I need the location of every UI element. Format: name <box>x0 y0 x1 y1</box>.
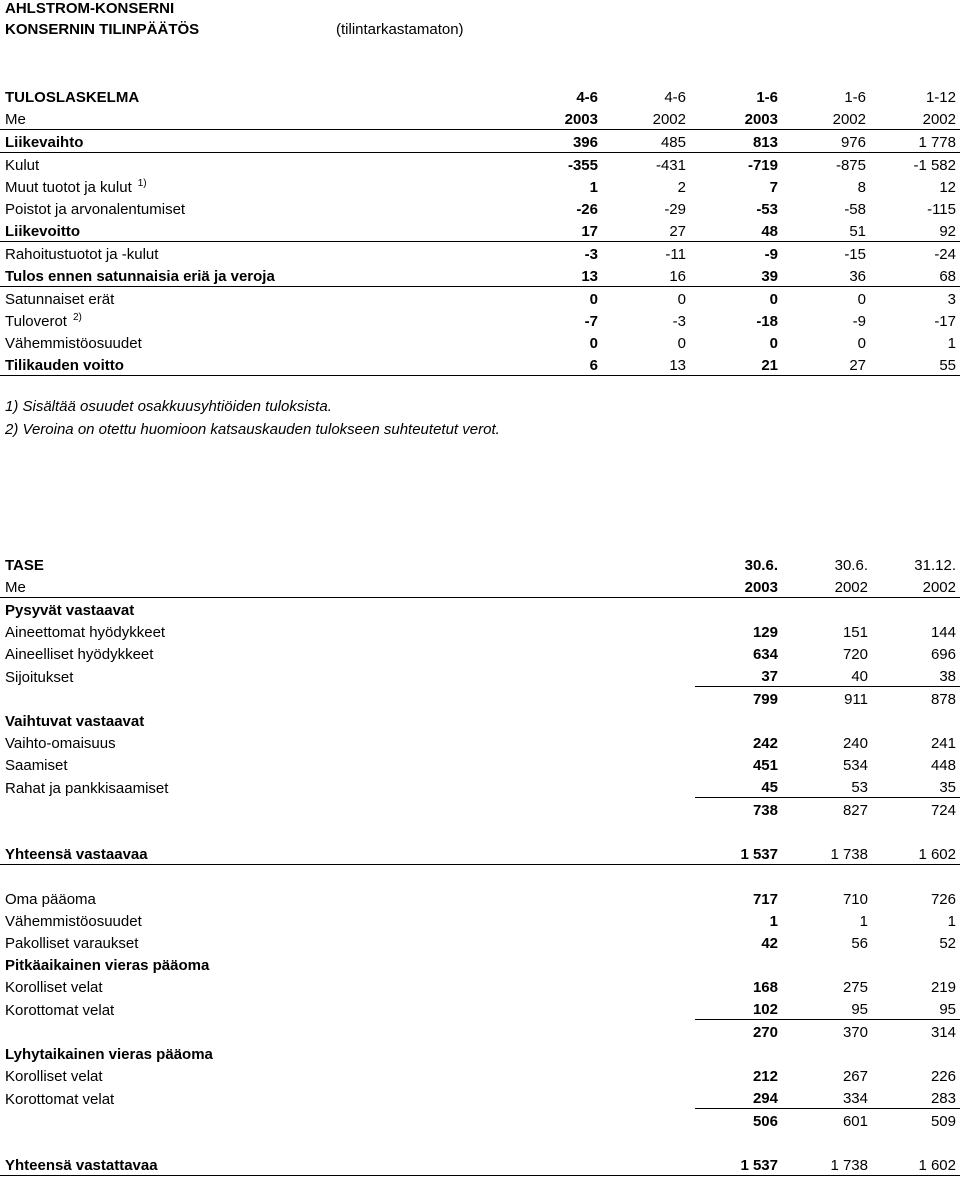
value-cell: 38 <box>872 664 960 687</box>
table-row <box>0 620 960 642</box>
row-label: Vähemmistöosuudet <box>5 913 142 930</box>
value-cell <box>782 953 872 975</box>
value-cell: 53 <box>782 775 872 798</box>
value-cell <box>695 1042 782 1064</box>
table-row <box>0 309 960 331</box>
value-cell: 0 <box>677 335 686 352</box>
report-subtitle: (tilintarkastamaton) <box>336 21 464 38</box>
value-cell <box>695 820 782 842</box>
value-cell: 12 <box>939 179 956 196</box>
value-cell <box>782 1042 872 1064</box>
row-label <box>0 865 695 888</box>
row-label-text: Tilikauden voitto <box>5 357 124 374</box>
value-cell: 3 <box>947 291 956 308</box>
value-cell: 911 <box>844 691 868 708</box>
value-cell: -11 <box>665 246 686 263</box>
row-label <box>0 153 530 176</box>
row-label: Vaihtuvat vastaavat <box>5 713 145 730</box>
period-label: 1-6 <box>844 89 866 106</box>
row-label: Yhteensä vastattavaa <box>0 1153 695 1176</box>
value-cell <box>782 820 872 842</box>
value-cell <box>782 1131 872 1153</box>
value-cell: 16 <box>602 264 690 287</box>
value-cell: 1 778 <box>870 130 960 153</box>
row-label <box>0 353 530 376</box>
table-row <box>0 953 960 975</box>
footnote-marker: 2) <box>72 312 82 323</box>
value-cell: 151 <box>842 624 868 641</box>
value-cell: 219 <box>930 979 956 996</box>
year-label: 2002 <box>872 575 960 598</box>
table-row <box>0 175 960 197</box>
value-cell: 56 <box>851 935 868 952</box>
value-cell: 738 <box>752 802 778 819</box>
row-label: Aineettomat hyödykkeet <box>5 624 166 641</box>
value-cell: -1 582 <box>913 157 956 174</box>
income-statement-table <box>0 85 960 376</box>
year-label: 2003 <box>690 107 782 130</box>
value-cell: 51 <box>782 219 870 242</box>
table-row <box>0 197 960 219</box>
table-row <box>0 842 960 865</box>
value-cell: 270 <box>752 1024 778 1041</box>
value-cell: -18 <box>756 313 778 330</box>
table-row <box>0 931 960 953</box>
value-cell: 451 <box>752 757 778 774</box>
value-cell <box>872 598 960 621</box>
income-header-row <box>0 85 960 107</box>
row-label: Yhteensä vastaavaa <box>0 842 695 865</box>
value-cell: 27 <box>602 219 690 242</box>
row-label: Pakolliset varaukset <box>5 935 139 952</box>
value-cell: -9 <box>764 246 778 263</box>
report-title: KONSERNIN TILINPÄÄTÖS <box>5 21 200 38</box>
unit-label: Me <box>0 107 530 130</box>
date-label: 30.6. <box>744 557 778 574</box>
row-label: Aineelliset hyödykkeet <box>5 646 154 663</box>
value-cell: 168 <box>752 979 778 996</box>
table-row <box>0 865 960 888</box>
row-label <box>0 287 530 310</box>
value-cell: -15 <box>844 246 866 263</box>
row-label <box>0 1020 695 1043</box>
table-row <box>0 975 960 997</box>
row-label: Vaihto-omaisuus <box>5 735 116 752</box>
value-cell: 275 <box>842 979 868 996</box>
value-cell: 509 <box>930 1113 956 1130</box>
value-cell: 226 <box>930 1068 956 1085</box>
row-label-text: Satunnaiset erät <box>5 291 115 308</box>
row-label: Korolliset velat <box>5 1068 103 1085</box>
value-cell: 17 <box>530 219 602 242</box>
unit-label: Me <box>0 575 695 598</box>
value-cell: 1 602 <box>872 1153 960 1176</box>
balance-year-row <box>0 575 960 598</box>
table-row <box>0 731 960 753</box>
value-cell: 129 <box>752 624 778 641</box>
balance-header-row <box>0 553 960 575</box>
value-cell: 48 <box>690 219 782 242</box>
row-label <box>0 1109 695 1132</box>
value-cell <box>782 598 872 621</box>
table-row <box>0 353 960 376</box>
value-cell: -58 <box>844 201 866 218</box>
value-cell: 40 <box>782 664 872 687</box>
value-cell: -17 <box>934 313 956 330</box>
value-cell <box>695 709 782 731</box>
row-label <box>0 175 530 197</box>
table-row <box>0 287 960 310</box>
value-cell: 35 <box>872 775 960 798</box>
value-cell <box>695 598 782 621</box>
value-cell: 334 <box>782 1086 872 1109</box>
row-label <box>0 798 695 821</box>
value-cell <box>695 1131 782 1153</box>
value-cell: 13 <box>602 353 690 376</box>
table-row <box>0 909 960 931</box>
row-label-text: Rahoitustuotot ja -kulut <box>5 246 159 263</box>
value-cell: 0 <box>857 335 866 352</box>
value-cell: 8 <box>857 179 866 196</box>
value-cell: 2 <box>677 179 686 196</box>
value-cell: -53 <box>756 201 778 218</box>
table-row <box>0 798 960 821</box>
row-label <box>0 687 695 710</box>
row-label: Sijoitukset <box>5 668 74 686</box>
table-row <box>0 598 960 621</box>
table-row <box>0 242 960 265</box>
year-label: 2002 <box>870 107 960 130</box>
value-cell: 485 <box>602 130 690 153</box>
period-label: 4-6 <box>576 89 598 106</box>
value-cell: 212 <box>752 1068 778 1085</box>
row-label-text: Poistot ja arvonalentumiset <box>5 201 186 218</box>
value-cell: 696 <box>930 646 956 663</box>
row-label: Pysyvät vastaavat <box>5 602 135 619</box>
row-label: Rahat ja pankkisaamiset <box>5 779 169 797</box>
value-cell: -7 <box>584 313 598 330</box>
value-cell: -431 <box>655 157 686 174</box>
row-label <box>0 820 695 842</box>
footnote-marker: 1) <box>137 178 147 189</box>
value-cell: 283 <box>872 1086 960 1109</box>
row-label <box>0 331 530 353</box>
row-label-text: Tuloverot <box>5 313 67 330</box>
row-label <box>0 1131 695 1153</box>
balance-heading: TASE <box>5 557 44 574</box>
value-cell <box>782 709 872 731</box>
period-label: 1-12 <box>925 89 956 106</box>
value-cell: 724 <box>930 802 956 819</box>
table-row <box>0 1131 960 1153</box>
value-cell: 1 <box>947 913 956 930</box>
table-row <box>0 820 960 842</box>
value-cell: -875 <box>835 157 866 174</box>
value-cell: 144 <box>930 624 956 641</box>
value-cell: 726 <box>930 891 956 908</box>
value-cell: 42 <box>761 935 778 952</box>
value-cell: 813 <box>690 130 782 153</box>
income-year-row <box>0 107 960 130</box>
value-cell: 799 <box>752 691 778 708</box>
table-row <box>0 1109 960 1132</box>
date-label: 30.6. <box>834 557 868 574</box>
row-label: Korottomat velat <box>5 1001 115 1019</box>
value-cell: 878 <box>930 691 956 708</box>
value-cell <box>872 865 960 888</box>
value-cell <box>872 953 960 975</box>
value-cell: 267 <box>842 1068 868 1085</box>
value-cell: 68 <box>870 264 960 287</box>
value-cell: 1 <box>769 913 778 930</box>
value-cell <box>782 865 872 888</box>
table-row <box>0 664 960 687</box>
value-cell: -26 <box>576 201 598 218</box>
value-cell: -29 <box>664 201 686 218</box>
value-cell: 39 <box>690 264 782 287</box>
row-label <box>0 219 530 242</box>
table-row <box>0 709 960 731</box>
row-label <box>0 130 530 153</box>
value-cell <box>872 820 960 842</box>
year-label: 2003 <box>695 575 782 598</box>
value-cell: 52 <box>939 935 956 952</box>
value-cell: 827 <box>842 802 868 819</box>
value-cell: 1 738 <box>782 842 872 865</box>
value-cell: -24 <box>934 246 956 263</box>
row-label: Korolliset velat <box>5 979 103 996</box>
footnote-2: 2) Veroina on otettu huomioon katsauskauden tulokseen suhteutetut verot. <box>5 421 500 438</box>
table-row <box>0 775 960 798</box>
footnote-1: 1) Sisältää osuudet osakkuusyhtiöiden tuloksista. <box>5 398 332 415</box>
value-cell: 240 <box>842 735 868 752</box>
row-label-text: Tulos ennen satunnaisia eriä ja veroja <box>5 268 275 285</box>
value-cell: 27 <box>782 353 870 376</box>
value-cell: 1 <box>947 335 956 352</box>
value-cell: -719 <box>747 157 778 174</box>
row-label: Oma pääoma <box>5 891 96 908</box>
row-label: Pitkäaikainen vieras pääoma <box>5 957 210 974</box>
table-row <box>0 219 960 242</box>
table-row <box>0 130 960 153</box>
value-cell: 634 <box>752 646 778 663</box>
value-cell: 45 <box>695 775 782 798</box>
value-cell: 1 738 <box>782 1153 872 1176</box>
value-cell: 1 <box>589 179 598 196</box>
year-label: 2002 <box>602 107 690 130</box>
row-label <box>0 242 530 265</box>
value-cell <box>872 1131 960 1153</box>
value-cell <box>872 1042 960 1064</box>
period-label: 4-6 <box>664 89 686 106</box>
value-cell: 0 <box>769 335 778 352</box>
year-label: 2002 <box>782 575 872 598</box>
value-cell <box>695 953 782 975</box>
date-label: 31.12. <box>914 557 956 574</box>
value-cell: 36 <box>782 264 870 287</box>
table-row <box>0 887 960 909</box>
year-label: 2003 <box>530 107 602 130</box>
table-row <box>0 153 960 176</box>
value-cell: 13 <box>530 264 602 287</box>
value-cell: -9 <box>852 313 866 330</box>
company-name: AHLSTROM-KONSERNI <box>5 0 175 17</box>
row-label <box>0 197 530 219</box>
row-label <box>0 309 530 331</box>
table-row <box>0 642 960 664</box>
table-row <box>0 1020 960 1043</box>
balance-sheet-table <box>0 553 960 1176</box>
value-cell: 717 <box>752 891 778 908</box>
value-cell: 0 <box>589 335 598 352</box>
row-label: Korottomat velat <box>5 1090 115 1108</box>
row-label: Saamiset <box>5 757 68 774</box>
value-cell: -3 <box>584 246 598 263</box>
value-cell: 720 <box>842 646 868 663</box>
value-cell: 448 <box>930 757 956 774</box>
table-row <box>0 753 960 775</box>
value-cell: -115 <box>927 201 956 218</box>
row-label: Lyhytaikainen vieras pääoma <box>5 1046 213 1063</box>
value-cell: 0 <box>677 291 686 308</box>
value-cell: 1 537 <box>695 842 782 865</box>
table-row <box>0 1064 960 1086</box>
value-cell: 0 <box>857 291 866 308</box>
value-cell: 6 <box>530 353 602 376</box>
value-cell: 976 <box>782 130 870 153</box>
period-label: 1-6 <box>756 89 778 106</box>
table-row <box>0 1153 960 1176</box>
value-cell: 601 <box>842 1113 868 1130</box>
value-cell: 95 <box>872 997 960 1020</box>
value-cell: 102 <box>695 997 782 1020</box>
row-label-text: Liikevoitto <box>5 223 81 240</box>
value-cell: 314 <box>930 1024 956 1041</box>
value-cell: 7 <box>769 179 778 196</box>
value-cell: 55 <box>870 353 960 376</box>
value-cell: 710 <box>842 891 868 908</box>
table-row <box>0 1042 960 1064</box>
row-label-text: Kulut <box>5 157 40 174</box>
value-cell: 0 <box>769 291 778 308</box>
value-cell: -3 <box>672 313 686 330</box>
value-cell: 294 <box>695 1086 782 1109</box>
value-cell: 37 <box>695 664 782 687</box>
value-cell: 1 537 <box>695 1153 782 1176</box>
value-cell: 0 <box>589 291 598 308</box>
value-cell <box>872 709 960 731</box>
value-cell: 370 <box>842 1024 868 1041</box>
table-row <box>0 1086 960 1109</box>
row-label-text: Muut tuotot ja kulut <box>5 179 132 196</box>
row-label-text: Liikevaihto <box>5 134 84 151</box>
value-cell: 92 <box>870 219 960 242</box>
value-cell: 1 602 <box>872 842 960 865</box>
value-cell: 1 <box>859 913 868 930</box>
income-heading: TULOSLASKELMA <box>5 89 140 106</box>
value-cell: 242 <box>752 735 778 752</box>
table-row <box>0 687 960 710</box>
row-label-text: Vähemmistöosuudet <box>5 335 142 352</box>
value-cell: 534 <box>842 757 868 774</box>
value-cell: 506 <box>752 1113 778 1130</box>
value-cell: 241 <box>930 735 956 752</box>
table-row <box>0 997 960 1020</box>
table-row <box>0 264 960 287</box>
value-cell: 95 <box>782 997 872 1020</box>
value-cell: -355 <box>567 157 598 174</box>
value-cell: 21 <box>690 353 782 376</box>
table-row <box>0 331 960 353</box>
value-cell: 396 <box>530 130 602 153</box>
value-cell <box>695 865 782 888</box>
year-label: 2002 <box>782 107 870 130</box>
row-label <box>0 264 530 287</box>
